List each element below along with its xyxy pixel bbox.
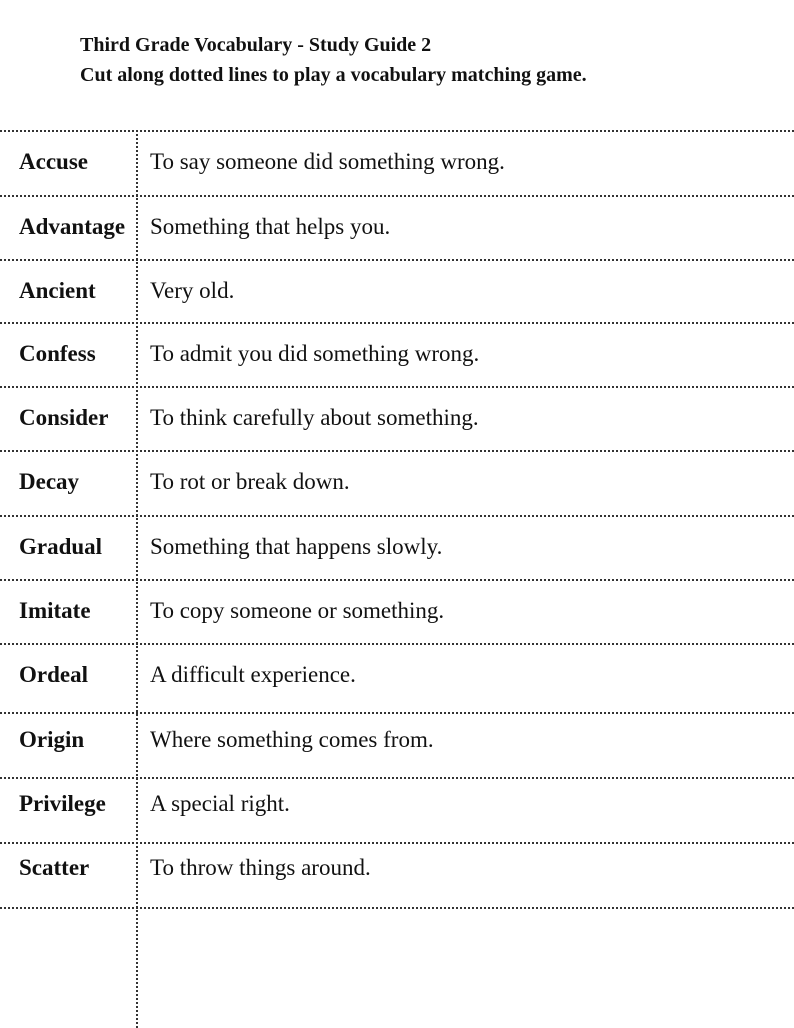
vocab-row bbox=[0, 322, 794, 386]
vocab-definition: To rot or break down. bbox=[150, 469, 350, 494]
vocab-row bbox=[0, 643, 794, 707]
vocab-definition: Something that helps you. bbox=[150, 214, 391, 239]
vocab-row bbox=[0, 259, 794, 323]
vocab-definition: To throw things around. bbox=[150, 855, 371, 880]
vocab-term: Accuse bbox=[19, 149, 88, 174]
vocab-term: Advantage bbox=[19, 214, 126, 239]
vocab-row bbox=[0, 579, 794, 643]
vocab-definition: To copy someone or something. bbox=[150, 598, 445, 623]
page-header bbox=[80, 30, 587, 90]
vocab-term: Scatter bbox=[19, 855, 90, 880]
vocab-row bbox=[0, 515, 794, 579]
vocab-row bbox=[0, 772, 794, 836]
vocab-term: Confess bbox=[19, 341, 96, 366]
vocab-row bbox=[0, 450, 794, 514]
page-title: Third Grade Vocabulary - Study Guide 2 bbox=[80, 34, 432, 56]
vocab-row bbox=[0, 130, 794, 194]
cut-line bbox=[0, 907, 794, 909]
vocab-term: Imitate bbox=[19, 598, 91, 623]
vocab-definition: To think carefully about something. bbox=[150, 405, 479, 430]
vocab-row bbox=[0, 708, 794, 772]
vocab-definition: Something that happens slowly. bbox=[150, 534, 443, 559]
vocab-definition: A special right. bbox=[150, 791, 290, 816]
vocab-term: Origin bbox=[19, 727, 85, 752]
vocab-definition: To say someone did something wrong. bbox=[150, 149, 505, 174]
vocab-row bbox=[0, 195, 794, 259]
vocab-definition: Where something comes from. bbox=[150, 727, 434, 752]
vocab-row bbox=[0, 836, 794, 900]
vocab-definition: To admit you did something wrong. bbox=[150, 341, 480, 366]
vocab-definition: Very old. bbox=[150, 278, 235, 303]
vocab-term: Decay bbox=[19, 469, 80, 494]
vocab-term: Ordeal bbox=[19, 662, 88, 687]
vocab-term: Gradual bbox=[19, 534, 103, 559]
vocab-term: Ancient bbox=[19, 278, 96, 303]
vocab-term: Privilege bbox=[19, 791, 106, 816]
instructions: Cut along dotted lines to play a vocabulary matching game. bbox=[80, 64, 587, 86]
vocab-row bbox=[0, 386, 794, 450]
vocab-term: Consider bbox=[19, 405, 109, 430]
vocab-definition: A difficult experience. bbox=[150, 662, 356, 687]
